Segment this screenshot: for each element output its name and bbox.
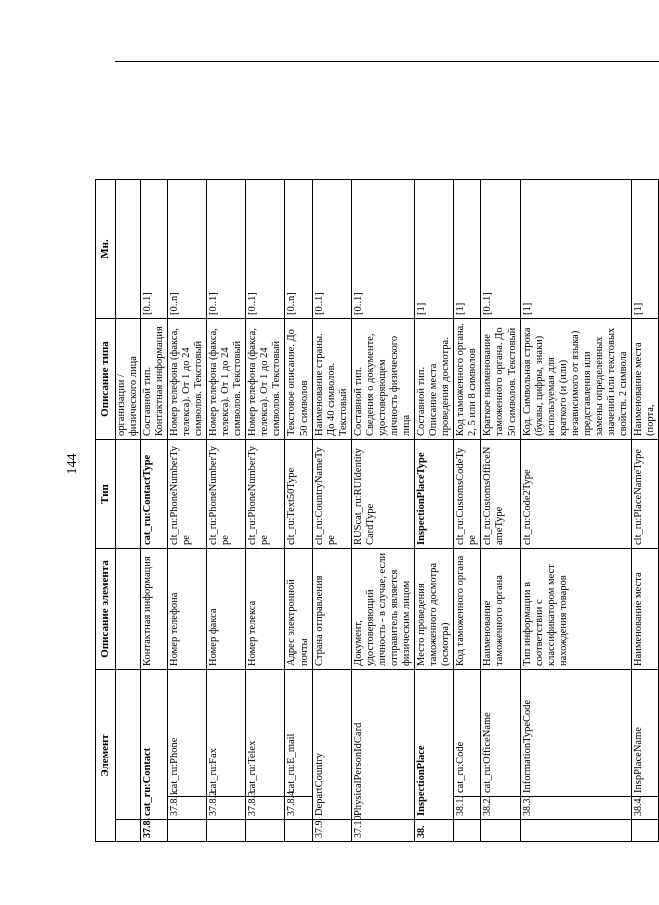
type-desc: Составной тип. Контактная информация <box>140 319 167 440</box>
row-number: 38.3. <box>520 797 632 820</box>
type-desc: Составной тип. Сведения о документе, удостоверяющем личность физического лица <box>351 319 414 440</box>
element-desc: Адрес электронной почты <box>285 549 312 670</box>
table-row <box>312 62 351 842</box>
multiplicity: [1] <box>632 180 659 319</box>
table-row <box>454 62 481 842</box>
type-desc: Текстовое описание. До 50 символов <box>285 319 312 440</box>
type-name: clt_ru:Text50Type <box>285 440 312 549</box>
header-spacer <box>96 62 116 180</box>
element-name: cat_ru:E_mail <box>285 670 312 797</box>
row-number: 38.4. <box>632 797 659 820</box>
table-header-row <box>96 62 116 842</box>
type-name: clt_ru:PlaceNameType <box>632 440 659 549</box>
element-name: cat_ru:Contact <box>140 670 167 820</box>
multiplicity: [0..1] <box>246 180 285 319</box>
row-number: 37.9. <box>312 820 351 842</box>
type-name: cat_ru:ContactType <box>140 440 167 549</box>
element-name: cat_ru:Telex <box>246 670 285 797</box>
multiplicity: [0..n] <box>285 180 312 319</box>
element-name: cat_ru:OfficeName <box>481 670 520 797</box>
row-number: 38.2. <box>481 797 520 820</box>
multiplicity: [0..1] <box>351 180 414 319</box>
header-mult: Мн. <box>96 180 116 319</box>
table-row <box>481 62 520 842</box>
type-desc-cell: организации / физического лица <box>115 319 140 440</box>
type-name: clt_ru:PhoneNumberType <box>207 440 246 549</box>
table-wrapper <box>95 62 657 842</box>
table-row <box>140 62 167 842</box>
element-table <box>95 61 659 842</box>
table-row <box>167 62 206 842</box>
rotated-page-content <box>95 62 657 842</box>
element-name: cat_ru:Phone <box>167 670 206 797</box>
element-name: InspectionPlace <box>415 670 454 820</box>
type-desc: Код. Символьная строка (буквы, цифры, знаки) используемая для краткого (и (или) независимого от языка) представления или замены определенных значений или текстовых свойств. 2 символа <box>520 319 632 440</box>
page-number: 144 <box>65 453 80 475</box>
table-row <box>415 62 454 842</box>
type-name: clt_ru:CountryNameType <box>312 440 351 549</box>
element-desc: Страна отправления <box>312 549 351 670</box>
row-number: 37.8.4. <box>285 797 312 820</box>
element-desc: Контактная информация <box>140 549 167 670</box>
multiplicity: [1] <box>415 180 454 319</box>
multiplicity: [0..1] <box>207 180 246 319</box>
element-desc: Наименование места <box>632 549 659 670</box>
row-number: 37.8.2. <box>207 797 246 820</box>
table-row <box>285 62 312 842</box>
table-row <box>632 62 659 842</box>
element-name: InspPlaceName <box>632 670 659 797</box>
table-row <box>207 62 246 842</box>
type-desc: Код таможенного органа. 2, 5 или 8 символов <box>454 319 481 440</box>
element-desc: Код таможенного органа <box>454 549 481 670</box>
element-desc: Тип информации в соответствии с классификатором мест нахождения товаров <box>520 549 632 670</box>
type-desc: Краткое наименование таможенного органа. До 50 символов. Текстовый <box>481 319 520 440</box>
header-type: Тип <box>96 440 116 549</box>
row-number: 38. <box>415 820 454 842</box>
element-desc: Номер телекса <box>246 549 285 670</box>
type-desc: Наименование места (порта, <box>632 319 659 440</box>
element-desc: Документ, удостоверяющий личность - в случае, если отправитель является физическим лицом <box>351 549 414 670</box>
type-desc: Составной тип. Описание места проведения досмотра. <box>415 319 454 440</box>
row-number: 38.1. <box>454 797 481 820</box>
table-row <box>115 62 140 842</box>
element-desc: Номер факса <box>207 549 246 670</box>
element-desc: Место проведения таможенного досмотра (осмотра) <box>415 549 454 670</box>
row-number: 37.8. <box>140 820 167 842</box>
header-element: Элемент <box>96 670 116 842</box>
element-name: InformationTypeCode <box>520 670 632 797</box>
type-name: clt_ru:PhoneNumberType <box>167 440 206 549</box>
type-desc: Номер телефона (факса, телекса). От 1 до 24 символов. Текстовый <box>207 319 246 440</box>
multiplicity: [0..1] <box>481 180 520 319</box>
table-row <box>351 62 414 842</box>
multiplicity: [0..1] <box>140 180 167 319</box>
type-name: clt_ru:PhoneNumberType <box>246 440 285 549</box>
multiplicity: [0..1] <box>312 180 351 319</box>
row-number: 37.10. <box>351 820 414 842</box>
type-name: clt_ru:CustomsCodeType <box>454 440 481 549</box>
header-type-desc: Описание типа <box>96 319 116 440</box>
element-name: cat_ru:Code <box>454 670 481 797</box>
row-number: 37.8.1. <box>167 797 206 820</box>
multiplicity: [1] <box>454 180 481 319</box>
row-number: 37.8.3. <box>246 797 285 820</box>
element-desc: Номер телефона <box>167 549 206 670</box>
type-desc: Номер телефона (факса, телекса). От 1 до 24 символов. Текстовый <box>246 319 285 440</box>
type-name: clt_ru:CustomsOfficeNameType <box>481 440 520 549</box>
table-row <box>520 62 632 842</box>
type-desc: Номер телефона (факса, телекса). От 1 до 24 символов. Текстовый <box>167 319 206 440</box>
type-name: InspectionPlaceType <box>415 440 454 549</box>
element-name: PhysicalPersonIdCard <box>351 670 414 820</box>
element-name: cat_ru:Fax <box>207 670 246 797</box>
multiplicity: [1] <box>520 180 632 319</box>
element-desc: Наименование таможенного органа <box>481 549 520 670</box>
type-desc: Наименование страны. До 40 символов. Текстовый <box>312 319 351 440</box>
type-name: RUScat_ru:RUIdentityCardType <box>351 440 414 549</box>
header-element-desc: Описание элемента <box>96 549 116 670</box>
element-name: DepartCountry <box>312 670 351 820</box>
table-row <box>246 62 285 842</box>
type-name: clt_ru:Code2Type <box>520 440 632 549</box>
multiplicity: [0..n] <box>167 180 206 319</box>
